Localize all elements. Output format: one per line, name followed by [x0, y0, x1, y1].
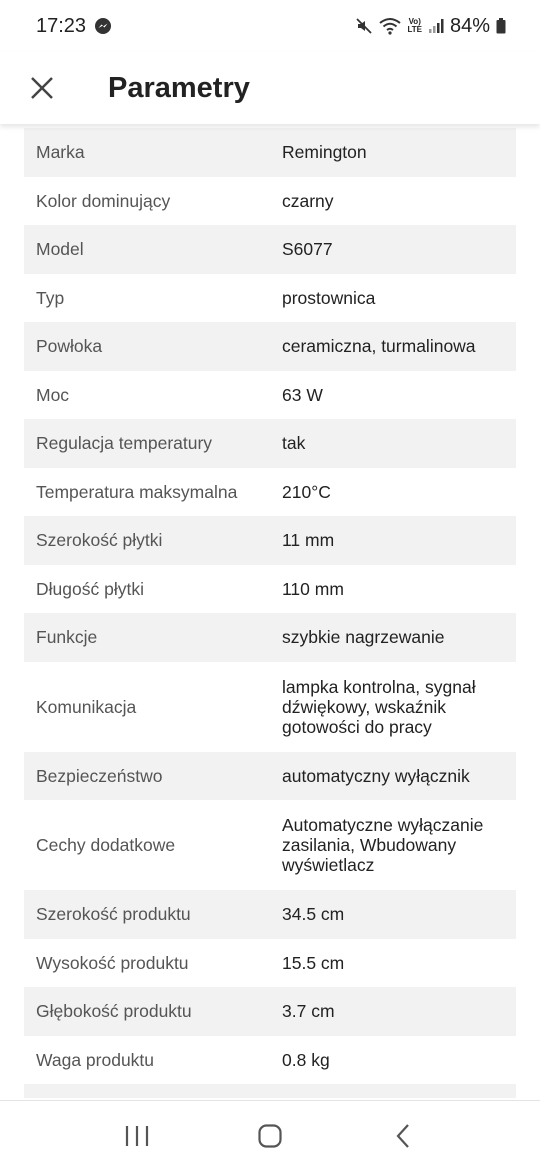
- table-row: [24, 177, 516, 226]
- param-value: 3.7 cm: [282, 1001, 335, 1022]
- param-label: Cechy dodatkowe: [36, 835, 176, 855]
- param-label: Szerokość płytki: [36, 530, 163, 551]
- status-bar-right: [355, 15, 506, 38]
- table-row: [24, 890, 516, 939]
- param-label: Moc: [36, 384, 70, 405]
- param-value: 0.8 kg: [282, 1049, 330, 1070]
- param-label: Model: [36, 239, 84, 260]
- app-header: [0, 52, 540, 124]
- param-value: 34.5 cm: [282, 904, 345, 925]
- table-row: [24, 939, 516, 988]
- back-button[interactable]: [378, 1111, 428, 1161]
- param-label: Komunikacja: [36, 696, 137, 717]
- recent-apps-icon: [123, 1123, 151, 1149]
- table-row: [24, 1036, 516, 1085]
- volte-icon: Vo) LTE: [407, 17, 422, 34]
- parameters-table: [24, 128, 516, 1098]
- table-row: [24, 419, 516, 468]
- param-value: Automatyczne wyłączanie zasilania, Wbudowany wyświetlacz: [282, 815, 484, 875]
- close-icon: [30, 76, 54, 100]
- param-label: Powłoka: [36, 336, 103, 357]
- param-value: lampka kontrolna, sygnał dźwiękowy, wskaźnik gotowości do pracy: [282, 676, 476, 737]
- param-value: 11 mm: [282, 530, 335, 551]
- param-label: Głębokość produktu: [36, 1001, 192, 1022]
- param-label: Wysokość produktu: [36, 952, 189, 973]
- back-icon: [393, 1123, 413, 1149]
- param-label: Waga produktu: [36, 1049, 155, 1070]
- param-label: Kolor dominujący: [36, 190, 171, 211]
- table-row: [24, 322, 516, 371]
- param-value: 110 mm: [282, 578, 344, 599]
- param-label: Marka: [36, 142, 85, 163]
- table-row: [24, 662, 516, 752]
- table-row: [24, 516, 516, 565]
- param-label: Funkcje: [36, 627, 98, 648]
- signal-icon: [428, 18, 444, 34]
- table-row: [24, 274, 516, 323]
- recent-apps-button[interactable]: [112, 1111, 162, 1161]
- table-row: [24, 371, 516, 420]
- wifi-icon: [379, 17, 401, 35]
- table-row: [24, 225, 516, 274]
- param-value: ceramiczna, turmalinowa: [282, 336, 476, 357]
- param-value: szybkie nagrzewanie: [282, 627, 445, 648]
- table-row: [24, 128, 516, 177]
- param-label: Szerokość produktu: [36, 904, 191, 925]
- param-label: Bezpieczeństwo: [36, 765, 163, 786]
- table-row: [24, 800, 516, 890]
- param-value: 63 W: [282, 384, 323, 405]
- table-row: [24, 752, 516, 801]
- param-value: 210°C: [282, 481, 331, 502]
- table-row-partial: [24, 1084, 516, 1098]
- battery-percentage: 84%: [449, 14, 490, 37]
- param-value: 15.5 cm: [282, 952, 345, 973]
- table-row: [24, 613, 516, 662]
- table-row: [24, 468, 516, 517]
- home-icon: [257, 1123, 283, 1149]
- table-row: [24, 987, 516, 1036]
- param-value: Remington: [282, 142, 367, 163]
- status-bar-left: [36, 15, 112, 38]
- param-label: Temperatura maksymalna: [36, 481, 238, 502]
- mute-icon: [355, 17, 373, 35]
- param-label: Długość płytki: [36, 578, 144, 599]
- param-label: Typ: [36, 287, 65, 308]
- system-nav-bar: [0, 1100, 540, 1170]
- battery-icon: [496, 18, 506, 34]
- close-button[interactable]: [22, 68, 62, 108]
- param-value: prostownica: [282, 287, 376, 308]
- table-row: [24, 565, 516, 614]
- param-value: czarny: [282, 190, 334, 211]
- page-title: Parametry: [108, 71, 250, 104]
- param-label: Regulacja temperatury: [36, 433, 213, 454]
- param-value: S6077: [282, 239, 333, 260]
- clock: 17:23: [36, 14, 87, 37]
- home-button[interactable]: [245, 1111, 295, 1161]
- status-bar: [0, 0, 540, 52]
- param-value: tak: [282, 433, 306, 454]
- messenger-icon: [94, 17, 112, 35]
- param-value: automatyczny wyłącznik: [282, 765, 470, 786]
